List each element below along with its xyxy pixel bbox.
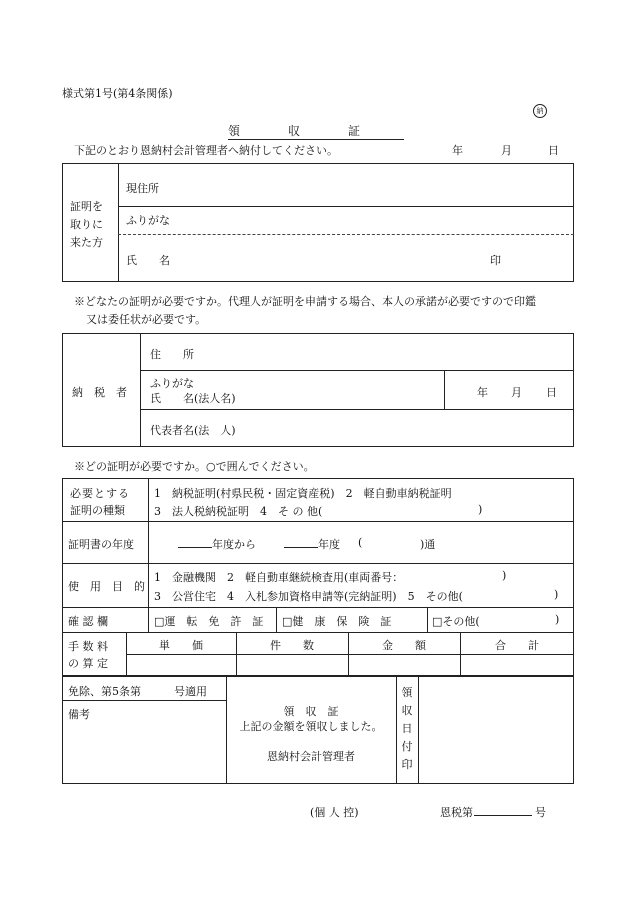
confirm-license-checkbox[interactable]: □運 転 免 許 証 <box>154 615 264 628</box>
cert-year-to-field[interactable] <box>284 536 318 548</box>
cert-year-from-field[interactable] <box>178 536 212 548</box>
tax-number-field[interactable] <box>474 804 532 816</box>
note1-line1: ※どなたの証明が必要ですか。代理人が証明を申請する場合、本人の承諾が必要ですので印鑑 <box>74 295 536 308</box>
cert-year-to-label: 年度 <box>318 538 340 551</box>
fee-header-total: 合 計 <box>495 639 539 652</box>
tax-number-suffix: 号 <box>535 806 546 819</box>
confirm-insurance-checkbox[interactable]: □健 康 保 険 証 <box>282 615 392 628</box>
date-day-label: 日 <box>548 144 559 157</box>
cert-year-open-paren: ( <box>358 536 363 549</box>
fee-header-count: 件 数 <box>270 639 314 652</box>
taxpayer-month-label: 月 <box>511 386 522 399</box>
requester-name-label: 氏 名 <box>126 254 170 267</box>
confirm-other-end: ) <box>555 613 560 626</box>
note2: ※どの証明が必要ですか。○で囲んでください。 <box>74 460 315 473</box>
date-month-label: 月 <box>501 144 512 157</box>
purpose-line1[interactable]: 1 金融機関 2 軽自動車継続検査用(車両番号： <box>154 571 404 584</box>
requester-address-label: 現住所 <box>126 182 159 195</box>
receipt-office: 恩納村会計管理者 <box>267 750 355 763</box>
purpose-line2-end: ) <box>554 588 559 601</box>
taxpayer-side-label: 納 税 者 <box>72 386 127 399</box>
cert-types-label-line1: 必要とする <box>70 487 130 500</box>
receipt-text: 上記の金額を領収しました。 <box>239 720 383 733</box>
cert-year-label: 証明書の年度 <box>68 538 134 551</box>
cert-types-line2-end: ) <box>478 503 483 516</box>
exemption-text: 免除、第5条第 号適用 <box>68 685 207 698</box>
taxpayer-name-label: 氏 名(法人名) <box>150 392 236 405</box>
taxpayer-rep-label: 代表者名(法 人) <box>150 424 236 437</box>
purpose-line1-end: ) <box>502 569 507 582</box>
receipt-date-stamp-label: 領収日付印 <box>401 686 413 771</box>
tax-number-prefix: 恩税第 <box>440 806 473 819</box>
seal-mark-icon: 納 <box>533 104 547 118</box>
fee-header-amount: 金 額 <box>382 639 426 652</box>
cert-types-line1[interactable]: 1 納税証明(村県民税・固定資産税) 2 軽自動車納税証明 <box>154 487 452 500</box>
note1-line2: 又は委任状が必要です。 <box>86 313 207 326</box>
requester-furigana-label: ふりがな <box>126 214 170 227</box>
requester-seal-label: 印 <box>490 254 501 267</box>
taxpayer-year-label: 年 <box>477 386 488 399</box>
confirm-other-checkbox[interactable]: □その他( <box>432 615 480 628</box>
requester-side-label: 証明を取りに来た方 <box>70 200 103 249</box>
taxpayer-furigana-label: ふりがな <box>150 377 194 390</box>
cert-types-label-line2: 証明の種類 <box>70 504 125 517</box>
purpose-line2[interactable]: 3 公営住宅 4 入札参加資格申請等(完納証明) 5 その他( <box>154 590 463 603</box>
date-year-label: 年 <box>452 144 463 157</box>
remarks-label: 備考 <box>68 708 90 721</box>
cert-year-from-label: 年度から <box>212 538 256 551</box>
intro-text: 下記のとおり恩納村会計管理者へ納付してください。 <box>74 144 338 157</box>
fee-label-line2: の 算 定 <box>68 657 108 670</box>
taxpayer-day-label: 日 <box>546 386 557 399</box>
fee-header-unit-price: 単 価 <box>159 639 203 652</box>
fee-label-line1: 手 数 料 <box>68 640 108 653</box>
cert-year-copies-label: )通 <box>420 538 436 551</box>
taxpayer-address-label: 住 所 <box>150 348 194 361</box>
personal-copy-label: (個 人 控) <box>310 806 359 819</box>
taxpayer-box <box>62 333 574 447</box>
title: 領 収 証 <box>228 122 404 140</box>
form-number: 様式第1号(第4条関係) <box>62 87 173 100</box>
purpose-label: 使 用 目 的 <box>68 580 145 593</box>
cert-types-line2[interactable]: 3 法人税納税証明 4 そ の 他( <box>154 505 323 518</box>
confirm-label: 確 認 欄 <box>68 615 108 628</box>
receipt-title: 領 収 証 <box>283 705 339 718</box>
